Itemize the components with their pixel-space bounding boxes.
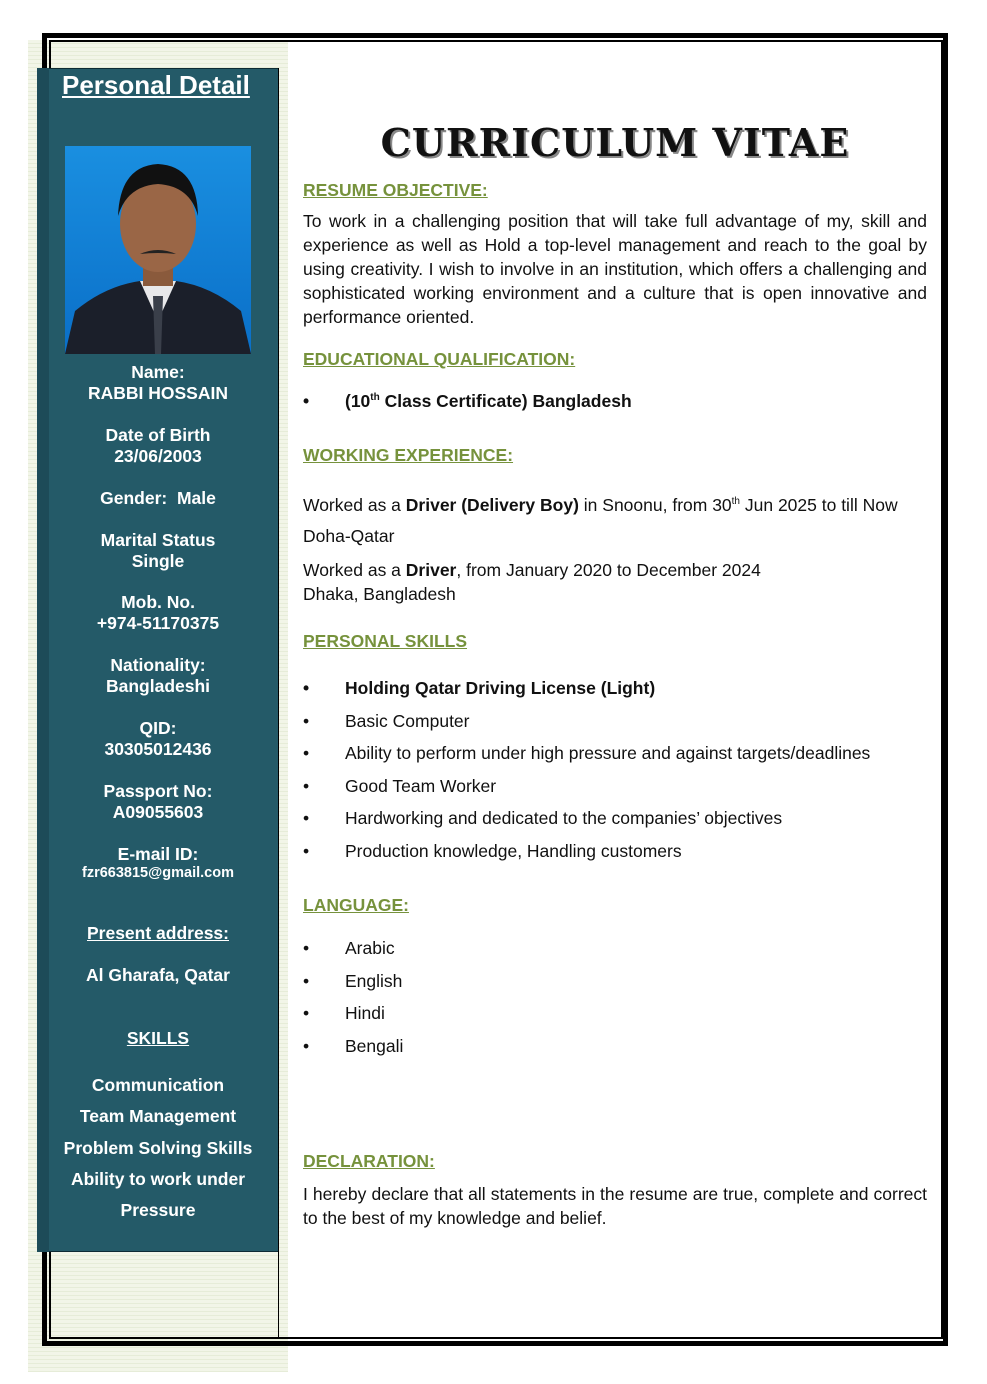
language-item [303,971,402,992]
work-location: Dhaka, Bangladesh [303,584,456,604]
bullet: • [303,743,310,763]
marital-field [49,530,267,572]
nationality-label: Nationality: [110,655,206,675]
skill-item [303,743,870,764]
edu-text: Class Certificate) Bangladesh [379,391,632,411]
sidebar-skills-list [49,1070,267,1226]
bullet: • [303,776,310,796]
edu-sup: th [370,392,380,404]
work-text: Jun 2025 to till Now [740,495,898,515]
education-item [303,391,632,412]
objective-text: To work in a challenging position that will take full advantage of my, skill and experience as well as Hold a top-level management and reach to the goal by using creativity. I wish to involve in an institution, which offers a challenging and sophisticated working environment and a culture that is open innovative and performance oriented. [303,211,927,327]
skill-item [303,808,782,829]
skill-text: Holding Qatar Driving License (Light) [345,678,656,698]
marital-label: Marital Status [100,530,216,550]
email-field [49,844,267,882]
sidebar-skill: Communication [91,1075,225,1095]
bullet: • [303,841,310,861]
bullet: • [303,1003,310,1023]
work-role: Driver [405,560,457,580]
email-label: E-mail ID: [117,844,199,864]
work-sup: th [731,496,740,508]
bullet: • [303,938,310,958]
bullet: • [303,391,310,411]
work-role: Driver (Delivery Boy) [405,495,579,515]
skills-heading: PERSONAL SKILLS [303,631,468,651]
passport-label: Passport No: [103,781,213,801]
dob-label: Date of Birth [105,425,211,445]
qid-field [49,718,267,760]
skill-text: Good Team Worker [345,776,497,796]
declaration-text: I hereby declare that all statements in the resume are true, complete and correct to the best of my knowledge and belief. [303,1184,927,1228]
page-title: CURRICULUM VITAE [380,120,850,165]
qid-label: QID: [139,718,177,738]
work-item-2 [303,558,927,606]
address-value: Al Gharafa, Qatar [86,965,230,985]
skill-text: Basic Computer [345,711,470,731]
gender-field: Gender: Male [100,488,216,508]
language-text: Hindi [345,1003,385,1023]
mobile-value: +974-51170375 [96,613,220,633]
work-location: Doha-Qatar [303,526,395,546]
skill-item [303,678,655,699]
skill-item [303,776,496,797]
language-item [303,1036,403,1057]
sidebar-skill: Problem Solving Skills [63,1137,253,1158]
qid-value: 30305012436 [104,739,212,759]
skills-label: SKILLS [126,1028,190,1048]
language-item [303,938,395,959]
work-text: Worked as a [303,495,406,515]
skill-text: Ability to perform under high pressure and against targets/deadlines [345,743,871,763]
dob-field [49,425,267,467]
nationality-value: Bangladeshi [105,676,211,696]
language-heading: LANGUAGE: [303,895,409,915]
dob-value: 23/06/2003 [114,446,202,466]
nationality-field [49,655,267,697]
work-item-1 [303,490,927,552]
work-heading: WORKING EXPERIENCE: [303,445,514,465]
edu-text: (10 [345,391,371,411]
skill-text: Production knowledge, Handling customers [345,841,682,861]
skill-text: Hardworking and dedicated to the companies’ objectives [345,808,783,828]
sidebar-strip [37,68,49,1252]
sidebar-skill: Team Management [79,1106,237,1127]
bullet: • [303,1036,310,1056]
work-text: in Snoonu, from 30 [578,495,732,515]
bullet: • [303,711,310,731]
bullet: • [303,678,310,698]
bullet: • [303,971,310,991]
personal-detail-title: Personal Detail [62,70,250,100]
name-field [49,362,267,404]
work-text: , from January 2020 to December 2024 [456,560,761,580]
profile-photo [65,146,251,354]
language-text: Arabic [345,938,395,958]
marital-value: Single [131,551,185,571]
mobile-field [49,592,267,634]
mobile-label: Mob. No. [121,592,195,612]
divider [278,68,279,1339]
sidebar-skill: Pressure [120,1200,196,1221]
email-value: fzr663815@gmail.com [82,865,234,881]
name-label: Name: [131,362,185,382]
address-label: Present address: [86,923,229,943]
skill-item [303,711,470,732]
sidebar-skill: Ability to work under [70,1168,246,1189]
name-value: RABBI HOSSAIN [87,383,228,403]
declaration-heading: DECLARATION: [303,1151,435,1171]
passport-field [49,781,267,823]
education-heading: EDUCATIONAL QUALIFICATION: [303,349,576,369]
skill-item [303,841,682,862]
bullet: • [303,808,310,828]
language-text: Bengali [345,1036,404,1056]
work-text: Worked as a [303,560,406,580]
passport-value: A09055603 [112,802,204,822]
language-item [303,1003,385,1024]
language-text: English [345,971,403,991]
objective-heading: RESUME OBJECTIVE: [303,180,488,200]
